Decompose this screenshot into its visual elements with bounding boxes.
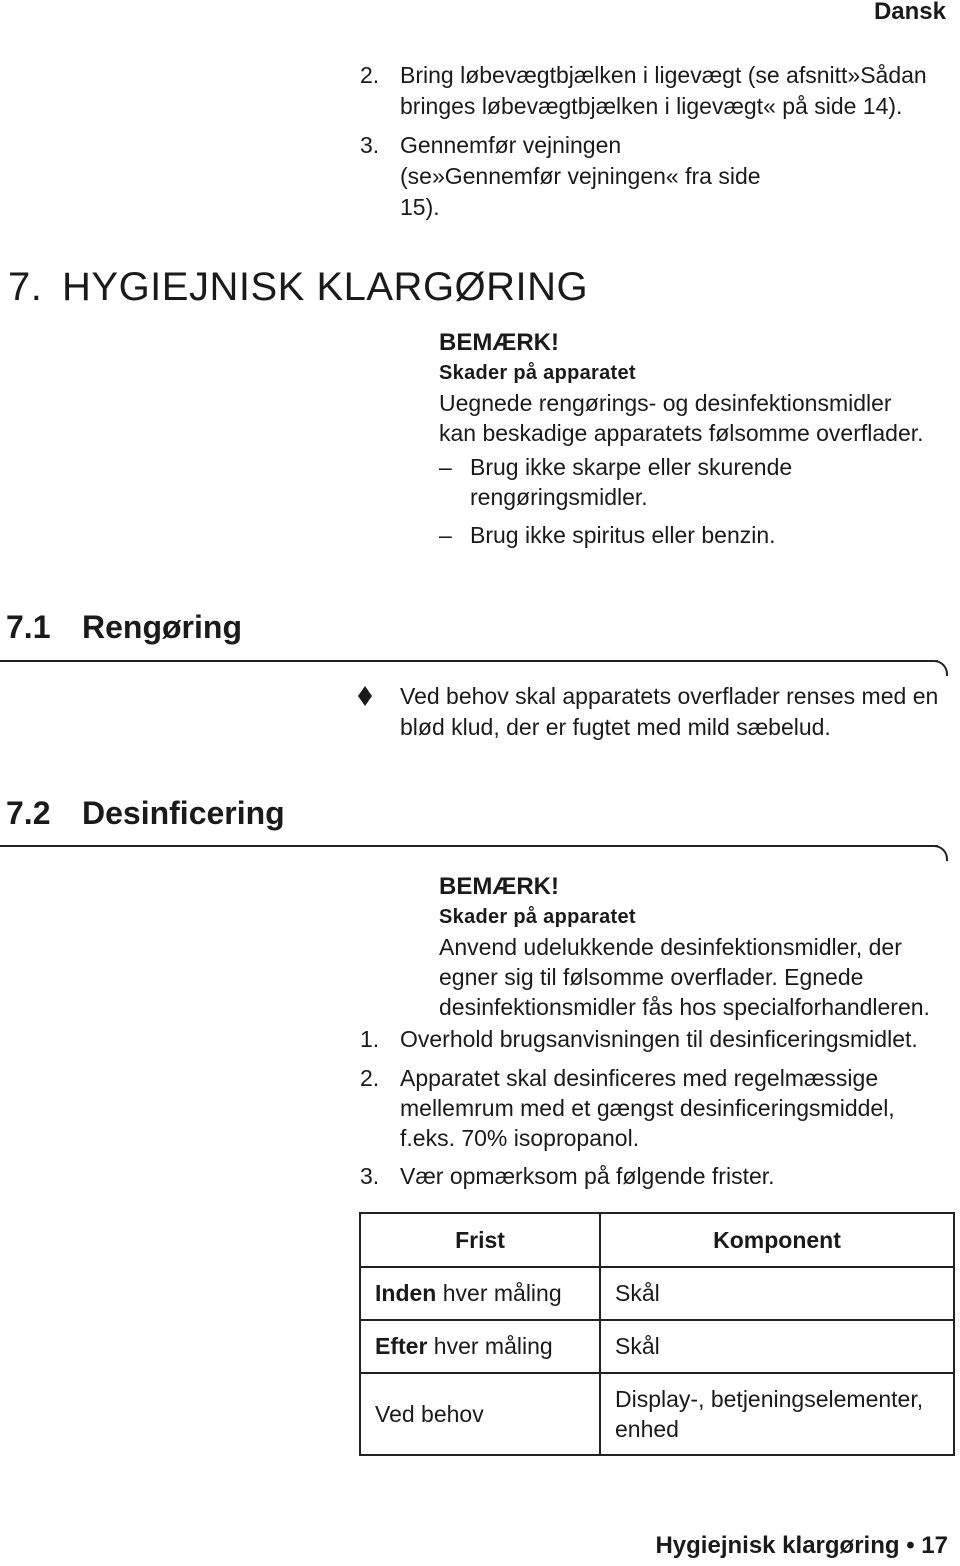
dash-item: – Brug ikke spiritus eller benzin. xyxy=(439,520,959,550)
step-list xyxy=(360,1024,960,1192)
section-number: 7. xyxy=(8,265,43,309)
frist-cell xyxy=(360,1267,600,1320)
section-title: Rengøring xyxy=(82,609,242,645)
dash-item: – Brug ikke skarpe eller skurende rengøringsmidler. xyxy=(439,452,830,512)
section-rule xyxy=(0,845,938,847)
column-header-frist: Frist xyxy=(360,1213,600,1267)
footer-separator: • xyxy=(906,1532,915,1559)
list-item xyxy=(360,1024,960,1055)
frist-bold: Efter xyxy=(375,1333,428,1359)
page-number: 17 xyxy=(921,1532,948,1559)
komponent-cell: Skål xyxy=(600,1320,954,1373)
section-title: Desinficering xyxy=(82,795,285,831)
bullet-text: Ved behov skal apparatets overflader renses med en blød klud, der er fugtet med mild sæbelud. xyxy=(400,683,939,740)
notice-subheading: Skader på apparatet xyxy=(439,906,636,928)
section-7-heading xyxy=(8,262,588,312)
section-rule xyxy=(0,660,938,662)
section-title: HYGIEJNISK KLARGØRING xyxy=(62,265,589,309)
table-header-row xyxy=(360,1213,954,1267)
step-text: Gennemfør vejningen (se»Gennemfør vejningen« fra side 15). xyxy=(400,132,761,220)
step-number: 1. xyxy=(360,1026,380,1052)
list-item xyxy=(360,1161,960,1192)
step-text: Overhold brugsanvisningen til desinficeringsmidlet. xyxy=(400,1026,918,1052)
section-7-2-heading xyxy=(6,793,285,833)
page-footer xyxy=(655,1532,948,1560)
table-row xyxy=(360,1320,954,1373)
section-7-1-heading xyxy=(6,607,242,647)
frist-cell xyxy=(360,1320,600,1373)
section-number: 7.2 xyxy=(6,795,51,831)
step-number: 3. xyxy=(360,132,380,158)
notice-subheading: Skader på apparatet xyxy=(439,362,636,384)
list-item xyxy=(360,1063,960,1153)
table-row xyxy=(360,1373,954,1455)
section-rule-end xyxy=(932,845,948,861)
komponent-cell: Skål xyxy=(600,1267,954,1320)
language-label: Dansk xyxy=(873,0,946,25)
frist-cell xyxy=(360,1373,600,1455)
step-text: Apparatet skal desinficeres med regelmæssige mellemrum med et gængst desinficeringsmiddel, f.eks. 70% isopropanol. xyxy=(400,1065,895,1151)
notice-heading: BEMÆRK! xyxy=(439,873,559,900)
step-number: 3. xyxy=(360,1163,380,1189)
step-number: 2. xyxy=(360,1065,380,1091)
notice-box xyxy=(439,872,959,1022)
step-text: Vær opmærksom på følgende frister. xyxy=(400,1163,775,1189)
komponent-cell: Display-, betjeningselementer, enhed xyxy=(600,1373,954,1455)
step-number: 2. xyxy=(360,62,380,88)
notice-heading: BEMÆRK! xyxy=(439,329,559,356)
list-item xyxy=(360,60,960,122)
frist-rest: hver måling xyxy=(436,1280,562,1306)
section-number: 7.1 xyxy=(6,609,51,645)
frist-bold: Inden xyxy=(375,1280,437,1306)
footer-chapter: Hygiejnisk klargøring xyxy=(655,1532,900,1559)
section-rule-end xyxy=(932,660,948,676)
frist-rest: Ved behov xyxy=(375,1400,484,1427)
step-text: Bring løbevægtbjælken i ligevægt (se afsnitt»Sådan bringes løbevægtbjælken i ligevægt« på side 14). xyxy=(400,62,927,119)
list-item xyxy=(360,130,960,223)
column-header-komponent: Komponent xyxy=(600,1213,954,1267)
table-row xyxy=(360,1267,954,1320)
bullet-item xyxy=(360,681,960,743)
top-step-list xyxy=(360,60,960,223)
notice-text: Anvend udelukkende desinfektionsmidler, der egner sig til følsomme overflader. Egnede desinfektionsmidler fås hos specialforhandleren. xyxy=(439,934,930,1020)
deadline-table xyxy=(359,1212,955,1456)
notice-box xyxy=(439,328,959,550)
notice-text: Uegnede rengørings- og desinfektionsmidler kan beskadige apparatets følsomme overflader. xyxy=(439,390,924,446)
frist-rest: hver måling xyxy=(427,1333,553,1359)
